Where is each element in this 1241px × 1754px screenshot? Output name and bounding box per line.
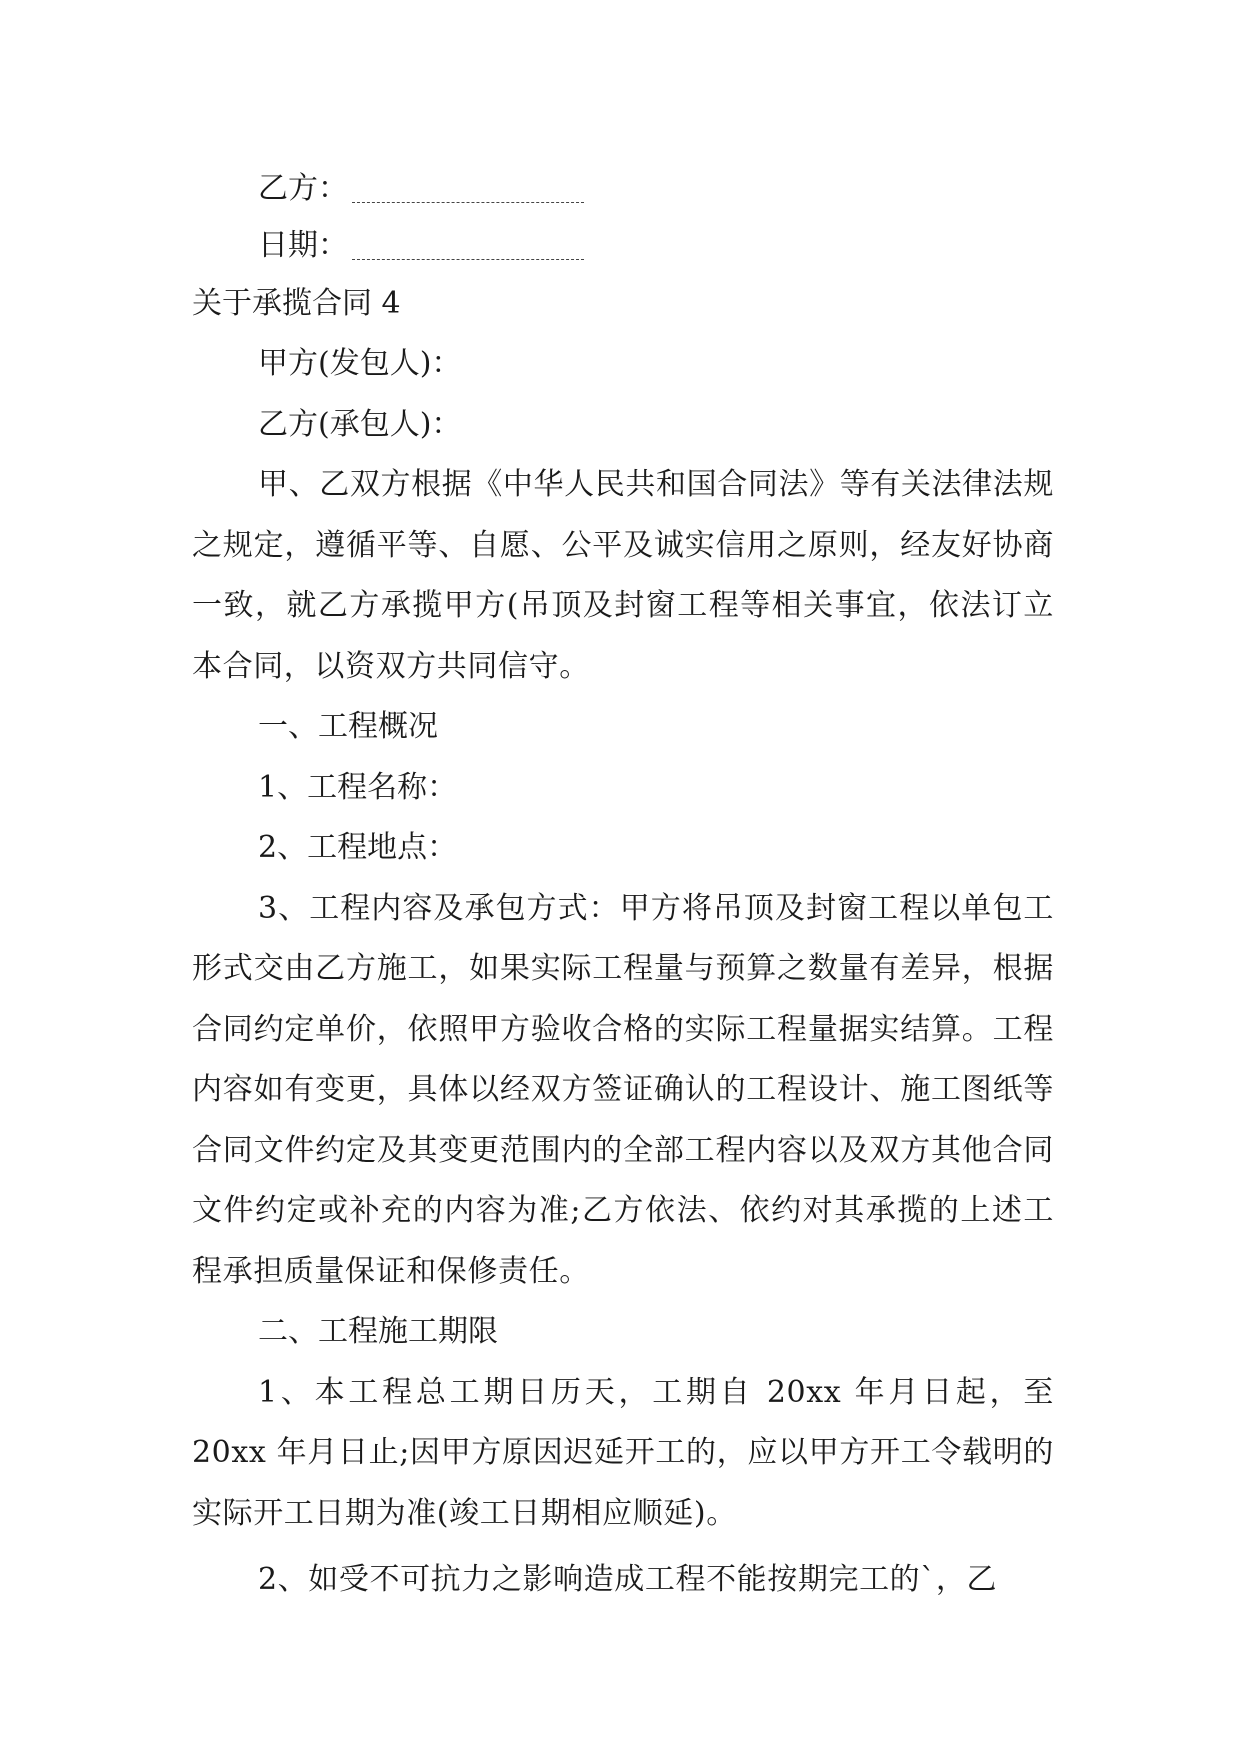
section1-item1: 1、工程名称： xyxy=(258,769,458,805)
section2-item1: 1、本工程总工期日历天，工期自 20xx 年月日起，至 20xx 年月日止;因甲方原因迟延开工的，应以甲方开工令载明的实际开工日期为准(竣工日期相应顺延)。 xyxy=(192,1374,1054,1531)
signature-party-b-blank xyxy=(352,182,584,203)
section1-item3: 3、工程内容及承包方式：甲方将吊顶及封窗工程以单包工形式交由乙方施工，如果实际工程量与预算之数量有差异，根据合同约定单价，依照甲方验收合格的实际工程量据实结算。工程内容如有变更，具体以经双方签证确认的工程设计、施工图纸等合同文件约定及其变更范围内的全部工程内容以及双方其他合同文件约定或补充的内容为准;乙方依法、依约对其承揽的上述工程承担质量保证和保修责任。 xyxy=(192,890,1054,1289)
party-a-line: 甲方(发包人)： xyxy=(258,346,462,381)
contract-title: 关于承揽合同 4 xyxy=(192,286,401,321)
document-page xyxy=(192,160,1054,1611)
section1-item2: 2、工程地点： xyxy=(258,830,458,865)
section1-heading: 一、工程概况 xyxy=(258,709,438,744)
signature-date-label: 日期： xyxy=(258,228,348,263)
section2-item2: 2、如受不可抗力之影响造成工程不能按期完工的`，乙 xyxy=(258,1562,998,1597)
signature-party-b-label: 乙方： xyxy=(258,171,348,206)
signature-date-blank xyxy=(352,239,584,260)
signature-date xyxy=(192,217,1054,274)
signature-party-b xyxy=(192,160,1054,217)
party-b-line: 乙方(承包人)： xyxy=(258,406,462,442)
section2-heading: 二、工程施工期限 xyxy=(258,1314,498,1349)
intro-paragraph: 甲、乙双方根据《中华人民共和国合同法》等有关法律法规之规定，遵循平等、自愿、公平及诚实信用之原则，经友好协商一致，就乙方承揽甲方(吊顶及封窗工程等相关事宜，依法订立本合同，以资双方共同信守。 xyxy=(192,467,1054,684)
